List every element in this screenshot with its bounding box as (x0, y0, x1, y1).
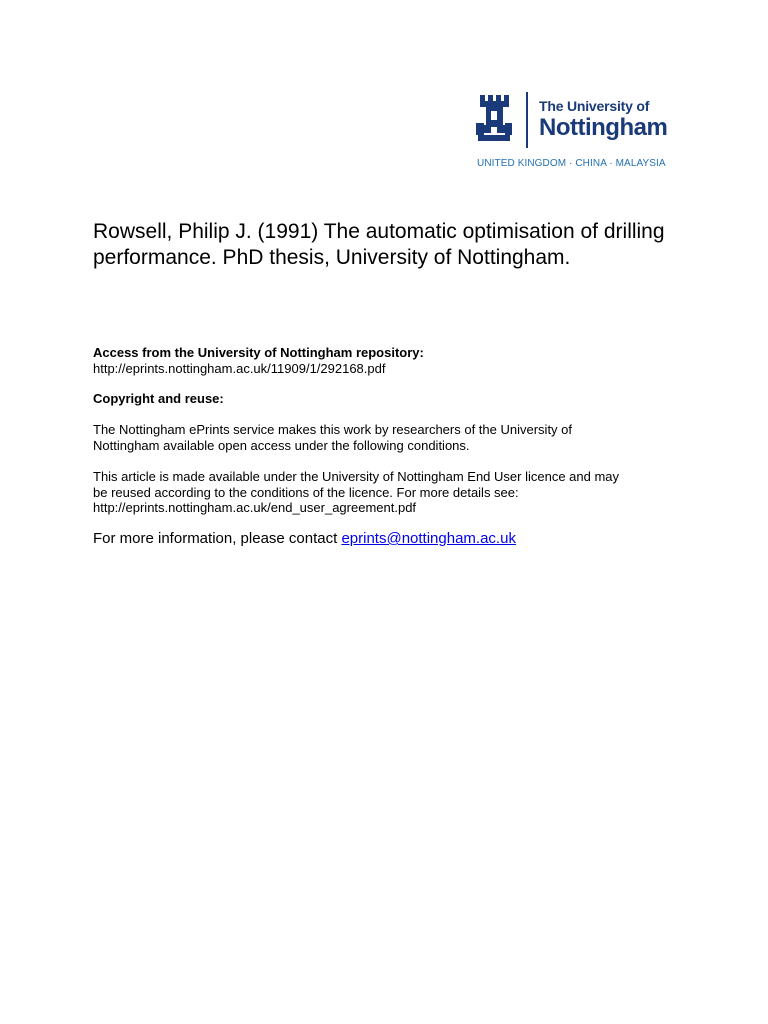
paragraph-1-line-1: The Nottingham ePrints service makes this work by researchers of the University of (93, 422, 573, 437)
access-heading: Access from the University of Nottingham repository: (93, 345, 424, 360)
logo-university-text: The University of (539, 98, 650, 114)
paragraph-1-line-2: Nottingham available open access under the following conditions. (93, 437, 470, 453)
contact-line (93, 530, 516, 548)
logo-nottingham-text: Nottingham (539, 114, 668, 141)
contact-prefix: For more information, please contact (93, 530, 342, 547)
copyright-heading-text: Copyright and reuse: (93, 391, 224, 406)
licence-url: http://eprints.nottingham.ac.uk/end_user_agreement.pdf (93, 500, 417, 516)
contact-email-link[interactable]: eprints@nottingham.ac.uk (341, 530, 516, 547)
logo-divider (526, 92, 528, 148)
copyright-heading (93, 391, 693, 407)
logo-tagline: UNITED KINGDOM · CHINA · MALAYSIA (477, 158, 666, 169)
castle-crest-icon (476, 95, 512, 141)
paragraph-2-line-2: be reused according to the conditions of the licence. For more details see: (93, 484, 519, 500)
repository-url: http://eprints.nottingham.ac.uk/11909/1/292168.pdf (93, 360, 386, 376)
copyright-paragraph-2 (93, 469, 693, 516)
access-section (93, 345, 693, 376)
copyright-paragraph-1 (93, 422, 693, 453)
paragraph-2-line-1: This article is made available under the University of Nottingham End User licence and may (93, 469, 620, 484)
university-logo (474, 92, 674, 172)
citation: Rowsell, Philip J. (1991) The automatic optimisation of drilling performance. PhD thesis, University of Nottingham. (93, 220, 665, 269)
